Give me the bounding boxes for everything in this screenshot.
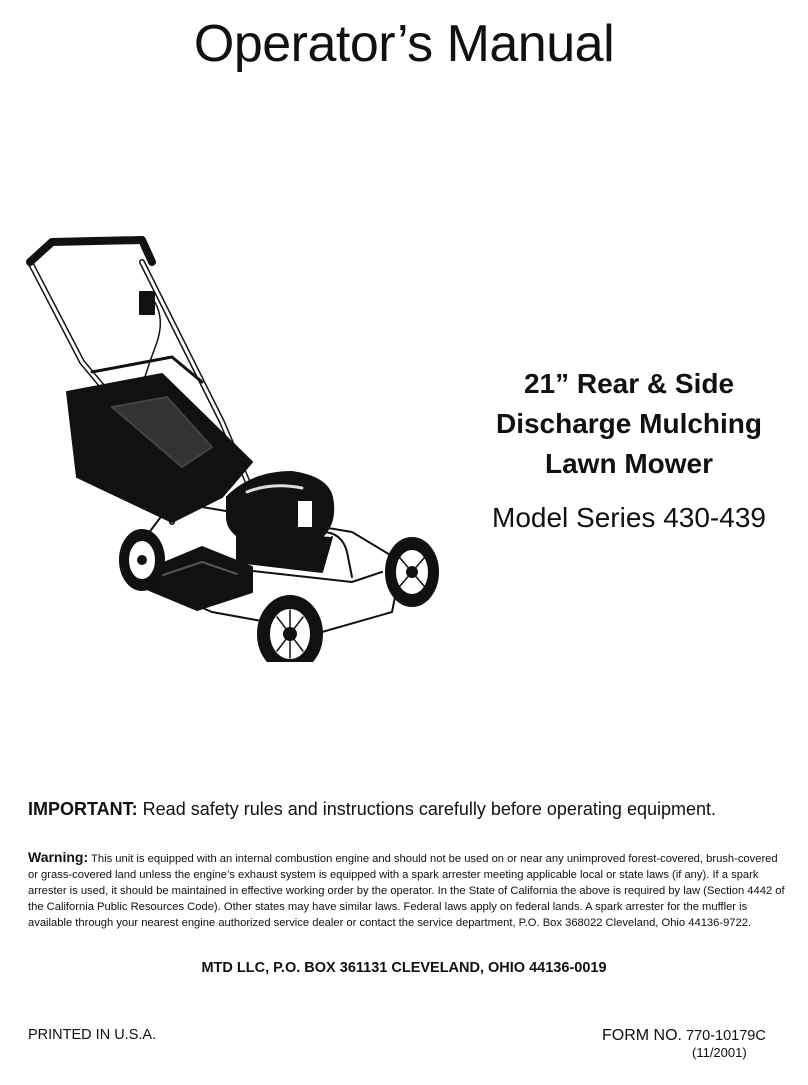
lawn-mower-illustration-icon (22, 232, 452, 662)
important-text: Read safety rules and instructions carefully before operating equipment. (142, 799, 716, 819)
product-title-line: 21” Rear & Side (523, 368, 735, 399)
warning-text: This unit is equipped with an internal combustion engine and should not be used on or near any unimproved forest-covered, brush-covered or grass-covered land unless the engine’s exhaust system is equipped with a spark arrester meeting applicable local or state laws (if any). If a spark arrester is used, it should be maintained in effective working order by the operator. In the State of California the above is required by law (Section 4442 of the California Public Resources Code). Other states may have similar laws. Federal laws apply on federal lands. A spark arrester for the muffler is available through your nearest engine authorized service dealer or contact the service department, P.O. Box 368022 Cleveland, Ohio 44136-9722. (28, 853, 785, 929)
form-number-label: FORM NO. (602, 1027, 682, 1044)
form-number (602, 1027, 766, 1045)
form-date: (11/2001) (692, 1045, 747, 1060)
form-number-value: 770-10179C (686, 1028, 766, 1044)
printed-in: PRINTED IN U.S.A. (28, 1027, 157, 1043)
model-series: Model Series 430-439 (492, 502, 766, 533)
product-title-line: Lawn Mower (544, 448, 713, 479)
product-title-line: Discharge Mulching (495, 408, 763, 439)
warning-label: Warning: (28, 849, 89, 865)
important-notice (28, 799, 788, 820)
product-title (470, 364, 788, 484)
page-title: Operator’s Manual (193, 15, 615, 73)
warning-block (28, 849, 788, 931)
company-address: MTD LLC, P.O. BOX 361131 CLEVELAND, OHIO 44136-0019 (201, 960, 607, 976)
important-label: IMPORTANT: (28, 799, 138, 819)
